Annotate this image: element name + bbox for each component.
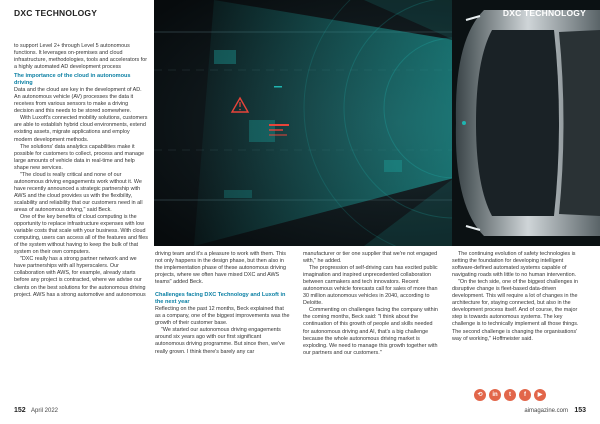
- paragraph: Commenting on challenges facing the company within the coming months, Beck said: "I think about the continuation of this growth of people and skills needed for autonomous driving and AI, that's a big challenge because the whole autonomous driving market is exploding. We need to manage this growth together with our partners and our customers.": [303, 307, 438, 356]
- page-footer: [14, 407, 586, 419]
- twitter-icon[interactable]: t: [504, 389, 516, 401]
- paragraph: driving team and it's a pleasure to work with them. This not only happens in the design phase, but then also in the implementation phase of these autonomous driving projects, where we often have mixed DXC and AWS teams" added Beck.: [155, 251, 286, 286]
- section-header-left: DXC TECHNOLOGY: [14, 8, 98, 18]
- issue-date: April 2022: [31, 408, 59, 414]
- paragraph: One of the key benefits of cloud computing is the opportunity to replace infrastructure expenses with low variable costs that scale with your business. With cloud computing, users can access all of the features and files of the system without having to keep the bulk of that system on their own computers.: [14, 214, 148, 256]
- hero-image-autonomous-car: [154, 0, 600, 246]
- paragraph: Data and the cloud are key in the development of AD. An autonomous vehicle (AV) processes the data it receives from various sensors to make a driving decision and this needs to be stored somewhere.: [14, 87, 142, 115]
- paragraph: The solutions' data analytics capabilities make it possible for customers to collect, process and manage large amounts of vehicle data in real-time and help shape new services.: [14, 143, 145, 171]
- share-icon[interactable]: ⟲: [474, 389, 486, 401]
- hero-illustration: [154, 0, 600, 246]
- page-number-left: 152: [14, 407, 26, 414]
- social-share-bar: [474, 389, 546, 401]
- youtube-icon[interactable]: ▶: [534, 389, 546, 401]
- paragraph: With Luxoft's connected mobility solutions, customers are able to establish hybrid cloud environments, extend existing assets, migrate applications and employ modern development methods.: [14, 115, 148, 143]
- subheading-cloud: The importance of the cloud in autonomous driving: [14, 73, 131, 87]
- website-link[interactable]: aimagazine.com: [524, 408, 568, 414]
- paragraph: "On the tech side, one of the biggest challenges in disruptive change is fleet-based data-driven development. This will require a lot of changes in the architecture for, staying connected, but also in the development process itself. And of course, the major step is towards autonomous systems. The key challenge is to technically implement all those things. The second challenge is changing the organisations' way of working," Hoffmeister said.: [452, 279, 579, 342]
- article-column-3: [303, 251, 439, 357]
- section-header-right: DXC TECHNOLOGY: [502, 8, 586, 18]
- paragraph: Reflecting on the past 12 months, Beck explained that as a company, one of the biggest improvements was the growth of their customer base.: [155, 306, 290, 327]
- linkedin-icon[interactable]: in: [489, 389, 501, 401]
- article-column-4: [452, 251, 586, 343]
- paragraph: to support Level 2+ through Level 5 autonomous functions. It leverages on-premises and cloud infrastructure, methodologies, tools and accelerators for a highly automated AD development process: [14, 43, 148, 71]
- paragraph: "The cloud is really critical and none of our autonomous driving engagements work without it. We have recently announced a strategic partnership with AWS and the cloud provides us with the flexibility, scalability and reliability that our customers need in all areas of autonomous driving," said Beck.: [14, 171, 143, 213]
- facebook-icon[interactable]: f: [519, 389, 531, 401]
- paragraph: "We started our autonomous driving engagements around six years ago with our first significant autonomous driving programme. But since then, we've really grown. I think there's barely any car: [155, 327, 285, 355]
- paragraph: manufacturer or tier one supplier that we're not engaged with," he added.: [303, 251, 438, 265]
- page-number-right: 153: [574, 407, 586, 414]
- article-column-1: [14, 43, 148, 299]
- article-column-2: [155, 251, 291, 356]
- paragraph: The continuing evolution of safety technologies is setting the foundation for developing intelligent software-defined automated systems capable of navigating roads with little to no human intervention.: [452, 251, 577, 279]
- subheading-challenges: Challenges facing DXC Technology and Luxoft in the next year: [155, 292, 286, 306]
- paragraph: The progression of self-driving cars has excited public imagination and inspired unprecedented collaboration between carmakers and tech innovators. Recent autonomous vehicle forecasts call for sales of more than 30 million autonomous vehicles in 2040, according to Deloitte.: [303, 265, 438, 307]
- paragraph: "DXC really has a strong partner network and we have partnerships with all hyperscalers. Our collaboration with AWS, for example, already starts before any project is contracted, where we advise our clients on the best solutions for the autonomous driving project. AWS has a strong automotive and autonomous: [14, 256, 146, 298]
